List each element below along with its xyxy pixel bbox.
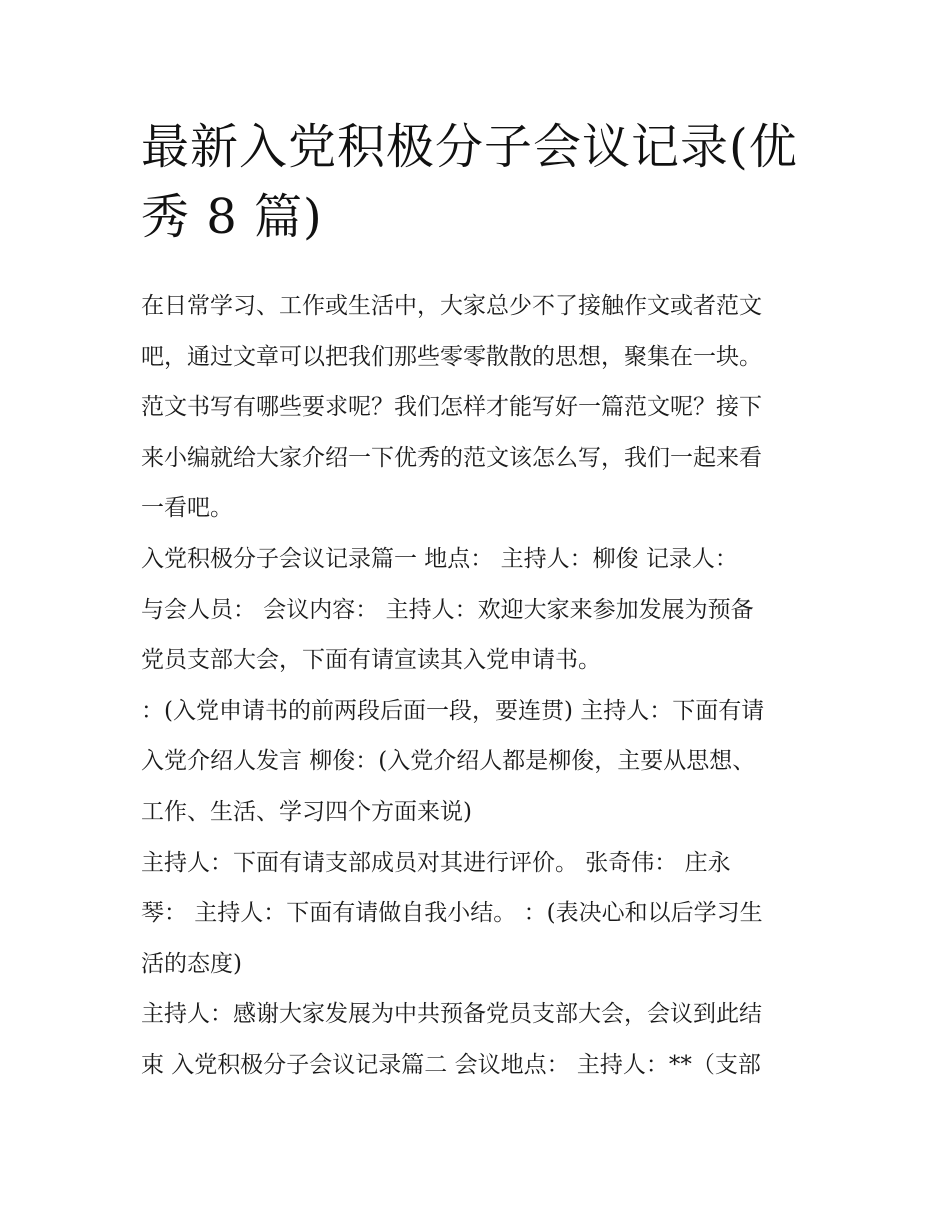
body-line: 主持人：下面有请支部成员对其进行评价。 张奇伟： 庄永 bbox=[141, 849, 731, 876]
body-line: 主持人：感谢大家发展为中共预备党员支部大会，会议到此结 bbox=[141, 1001, 762, 1028]
body-line: 入党介绍人发言 柳俊：(入党介绍人都是柳俊，主要从思想、 bbox=[141, 748, 756, 775]
body-line: 吧，通过文章可以把我们那些零零散散的思想，聚集在一块。 bbox=[141, 343, 762, 370]
body-line: 琴： 主持人：下面有请做自我小结。 ：(表决心和以后学习生 bbox=[141, 900, 763, 927]
body-line: 党员支部大会，下面有请宣读其入党申请书。 bbox=[141, 647, 601, 674]
title-line-1: 最新入党积极分子会议记录(优 bbox=[141, 119, 798, 175]
document-title bbox=[141, 112, 821, 252]
body-line: 工作、生活、学习四个方面来说) bbox=[141, 798, 472, 825]
body-line: 与会人员： 会议内容： 主持人：欢迎大家来参加发展为预备 bbox=[141, 596, 754, 623]
body-line: 活的态度) bbox=[141, 950, 242, 977]
body-line: 范文书写有哪些要求呢？我们怎样才能写好一篇范文呢？接下 bbox=[141, 394, 762, 421]
body-line: 束 入党积极分子会议记录篇二 会议地点： 主持人：**（支部 bbox=[141, 1051, 761, 1078]
title-line-2: 秀 8 篇) bbox=[141, 189, 323, 245]
body-line: ：(入党申请书的前两段后面一段，要连贯) 主持人：下面有请 bbox=[141, 697, 765, 724]
body-line: 一看吧。 bbox=[141, 495, 233, 522]
body-line: 入党积极分子会议记录篇一 地点： 主持人：柳俊 记录人： bbox=[141, 545, 738, 572]
body-line: 来小编就给大家介绍一下优秀的范文该怎么写，我们一起来看 bbox=[141, 444, 762, 471]
document-body bbox=[141, 281, 831, 1091]
body-line: 在日常学习、工作或生活中，大家总少不了接触作文或者范文 bbox=[141, 293, 762, 319]
